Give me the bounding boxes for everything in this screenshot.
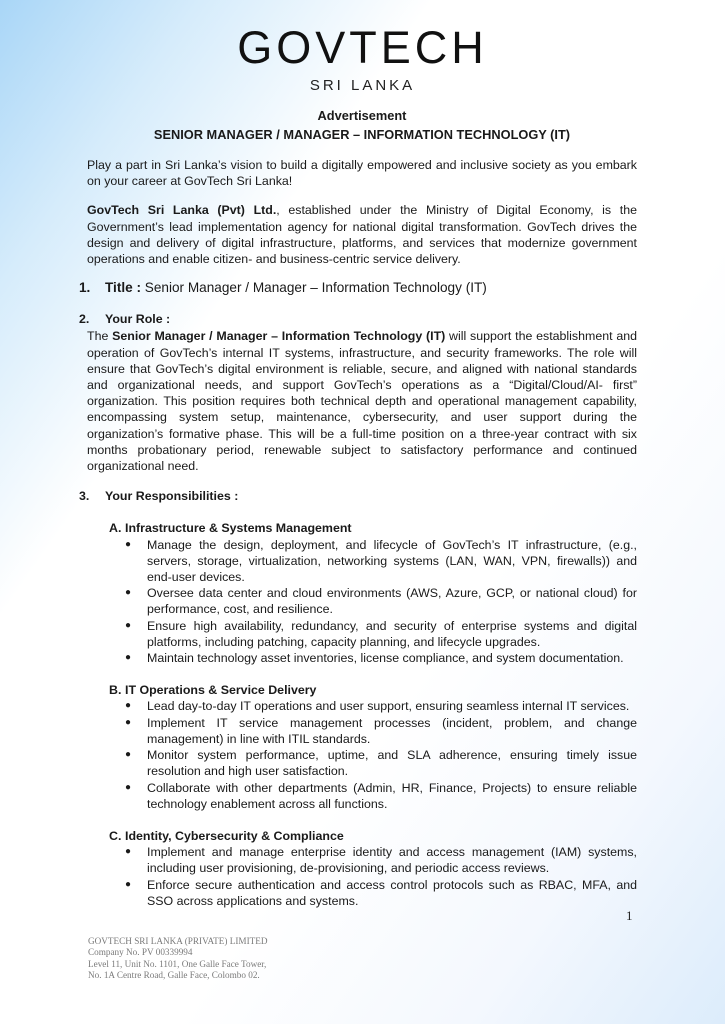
list-item-text: Implement IT service management processes (incident, problem, and change management) in line with ITIL standards. [147, 715, 637, 746]
subsection-heading [109, 520, 637, 536]
bullet-icon: ● [125, 587, 132, 599]
company-name: GovTech Sri Lanka (Pvt) Ltd. [87, 203, 277, 218]
list-item [125, 877, 637, 909]
list-item-text: Collaborate with other departments (Admin, HR, Finance, Projects) to ensure reliable technology enablement across all functions. [147, 780, 637, 811]
section-number: 3. [79, 489, 90, 504]
list-item [125, 844, 637, 876]
footer-address-line: No. 1A Centre Road, Galle Face, Colombo 02. [88, 970, 260, 981]
section-role-heading [79, 311, 637, 327]
role-text: will support the establishment and operation of GovTech’s internal IT systems, infrastructure, and security frameworks. The role will ensure that GovTech’s digital environment is reliable, secure, and aligned with national standards and organizational needs, and support GovTech’s operations as a “Digital/Cloud/AI- first” organization. This position requires both technical depth and operational management capability, encompassing system setup, maintenance, cybersecurity, and user support during the organization’s formative phase. This will be a full-time position on a three-year contract with six months probationary period, renewable subject to satisfactory performance and continued organizational need. [87, 329, 637, 474]
bullet-icon: ● [125, 538, 132, 550]
list-item [125, 537, 637, 586]
bullet-icon: ● [125, 652, 132, 664]
list-item [125, 650, 637, 666]
subsection-heading [109, 828, 637, 844]
bullet-icon: ● [125, 619, 132, 631]
footer-address-line: Level 11, Unit No. 1101, One Galle Face Tower, [88, 958, 267, 969]
list-item-text: Lead day-to-day IT operations and user support, ensuring seamless internal IT services. [147, 699, 630, 714]
subsection-letter: B. [109, 683, 122, 698]
about-paragraph [87, 202, 637, 267]
position-title: SENIOR MANAGER / MANAGER – INFORMATION TECHNOLOGY (IT) [153, 127, 571, 142]
section-responsibilities-heading [79, 488, 637, 504]
list-item [125, 585, 637, 617]
list-item [125, 747, 637, 779]
section-title [79, 279, 637, 296]
bullet-list [87, 537, 637, 667]
list-item-text: Implement and manage enterprise identity and access management (IAM) systems, including user provisioning, de-provisioning, and periodic access reviews. [147, 845, 637, 876]
bullet-list [87, 698, 637, 811]
page-number: 1 [626, 908, 633, 923]
list-item-text: Enforce secure authentication and access control protocols such as RBAC, MFA, and SSO across applications and systems. [147, 877, 637, 908]
list-item-text: Oversee data center and cloud environments (AWS, Azure, GCP, or national cloud) for performance, cost, and resilience. [147, 586, 637, 617]
bullet-list [87, 844, 637, 909]
bullet-icon: ● [125, 749, 132, 761]
bullet-icon: ● [125, 878, 132, 890]
list-item [125, 618, 637, 650]
footer-company-number: Company No. PV 00339994 [88, 947, 193, 958]
about-text: , established under the Ministry of Digital Economy, is the Government’s lead implementation agency for national digital transformation. GovTech drives the design and delivery of digital infrastructure, platforms, and services that modernize government operations and enable citizen- and business-centric service delivery. [87, 203, 637, 267]
role-text: The [87, 329, 113, 344]
subsection-letter: A. [109, 521, 122, 536]
bullet-icon: ● [125, 700, 132, 712]
list-item [125, 715, 637, 747]
section-label: Your Responsibilities : [105, 489, 239, 504]
section-number: 2. [79, 312, 90, 327]
bullet-icon: ● [125, 846, 132, 858]
list-item [125, 780, 637, 812]
role-paragraph [87, 328, 637, 474]
intro-paragraph: Play a part in Sri Lanka’s vision to build a digitally empowered and inclusive society as you embark on your career at GovTech Sri Lanka! [87, 158, 637, 189]
subsection-heading [109, 682, 637, 698]
govtech-logo-subtitle: SRI LANKA [309, 77, 416, 94]
section-number: 1. [79, 280, 91, 296]
advertisement-label: Advertisement [317, 108, 407, 123]
list-item-text: Maintain technology asset inventories, license compliance, and system documentation. [147, 651, 624, 666]
company-footer [88, 936, 268, 982]
subsection-title: Infrastructure & Systems Management [125, 521, 352, 536]
title-value: Senior Manager / Manager – Information Technology (IT) [141, 280, 487, 296]
section-label: Title : [105, 280, 142, 296]
document-body [79, 107, 637, 909]
list-item-text: Monitor system performance, uptime, and SLA adherence, ensuring timely issue resolution and high user satisfaction. [147, 748, 637, 779]
govtech-logo-wordmark: GOVTECH [237, 22, 488, 73]
subsection-letter: C. [109, 828, 122, 843]
subsection-title: IT Operations & Service Delivery [125, 683, 317, 698]
list-item [125, 698, 637, 714]
list-item-text: Ensure high availability, redundancy, and security of enterprise systems and digital platforms, including patching, capacity planning, and lifecycle upgrades. [147, 618, 637, 649]
role-title-bold: Senior Manager / Manager – Information Technology (IT) [112, 329, 446, 344]
footer-company-name: GOVTECH SRI LANKA (PRIVATE) LIMITED [88, 936, 268, 946]
subsection-title: Identity, Cybersecurity & Compliance [125, 828, 344, 843]
bullet-icon: ● [125, 716, 132, 728]
list-item-text: Manage the design, deployment, and lifecycle of GovTech’s IT infrastructure, (e.g., servers, storage, virtualization, networking systems (LAN, WAN, VPN, firewalls)) and end-user devices. [147, 537, 637, 585]
bullet-icon: ● [125, 781, 132, 793]
section-label: Your Role : [105, 312, 171, 327]
